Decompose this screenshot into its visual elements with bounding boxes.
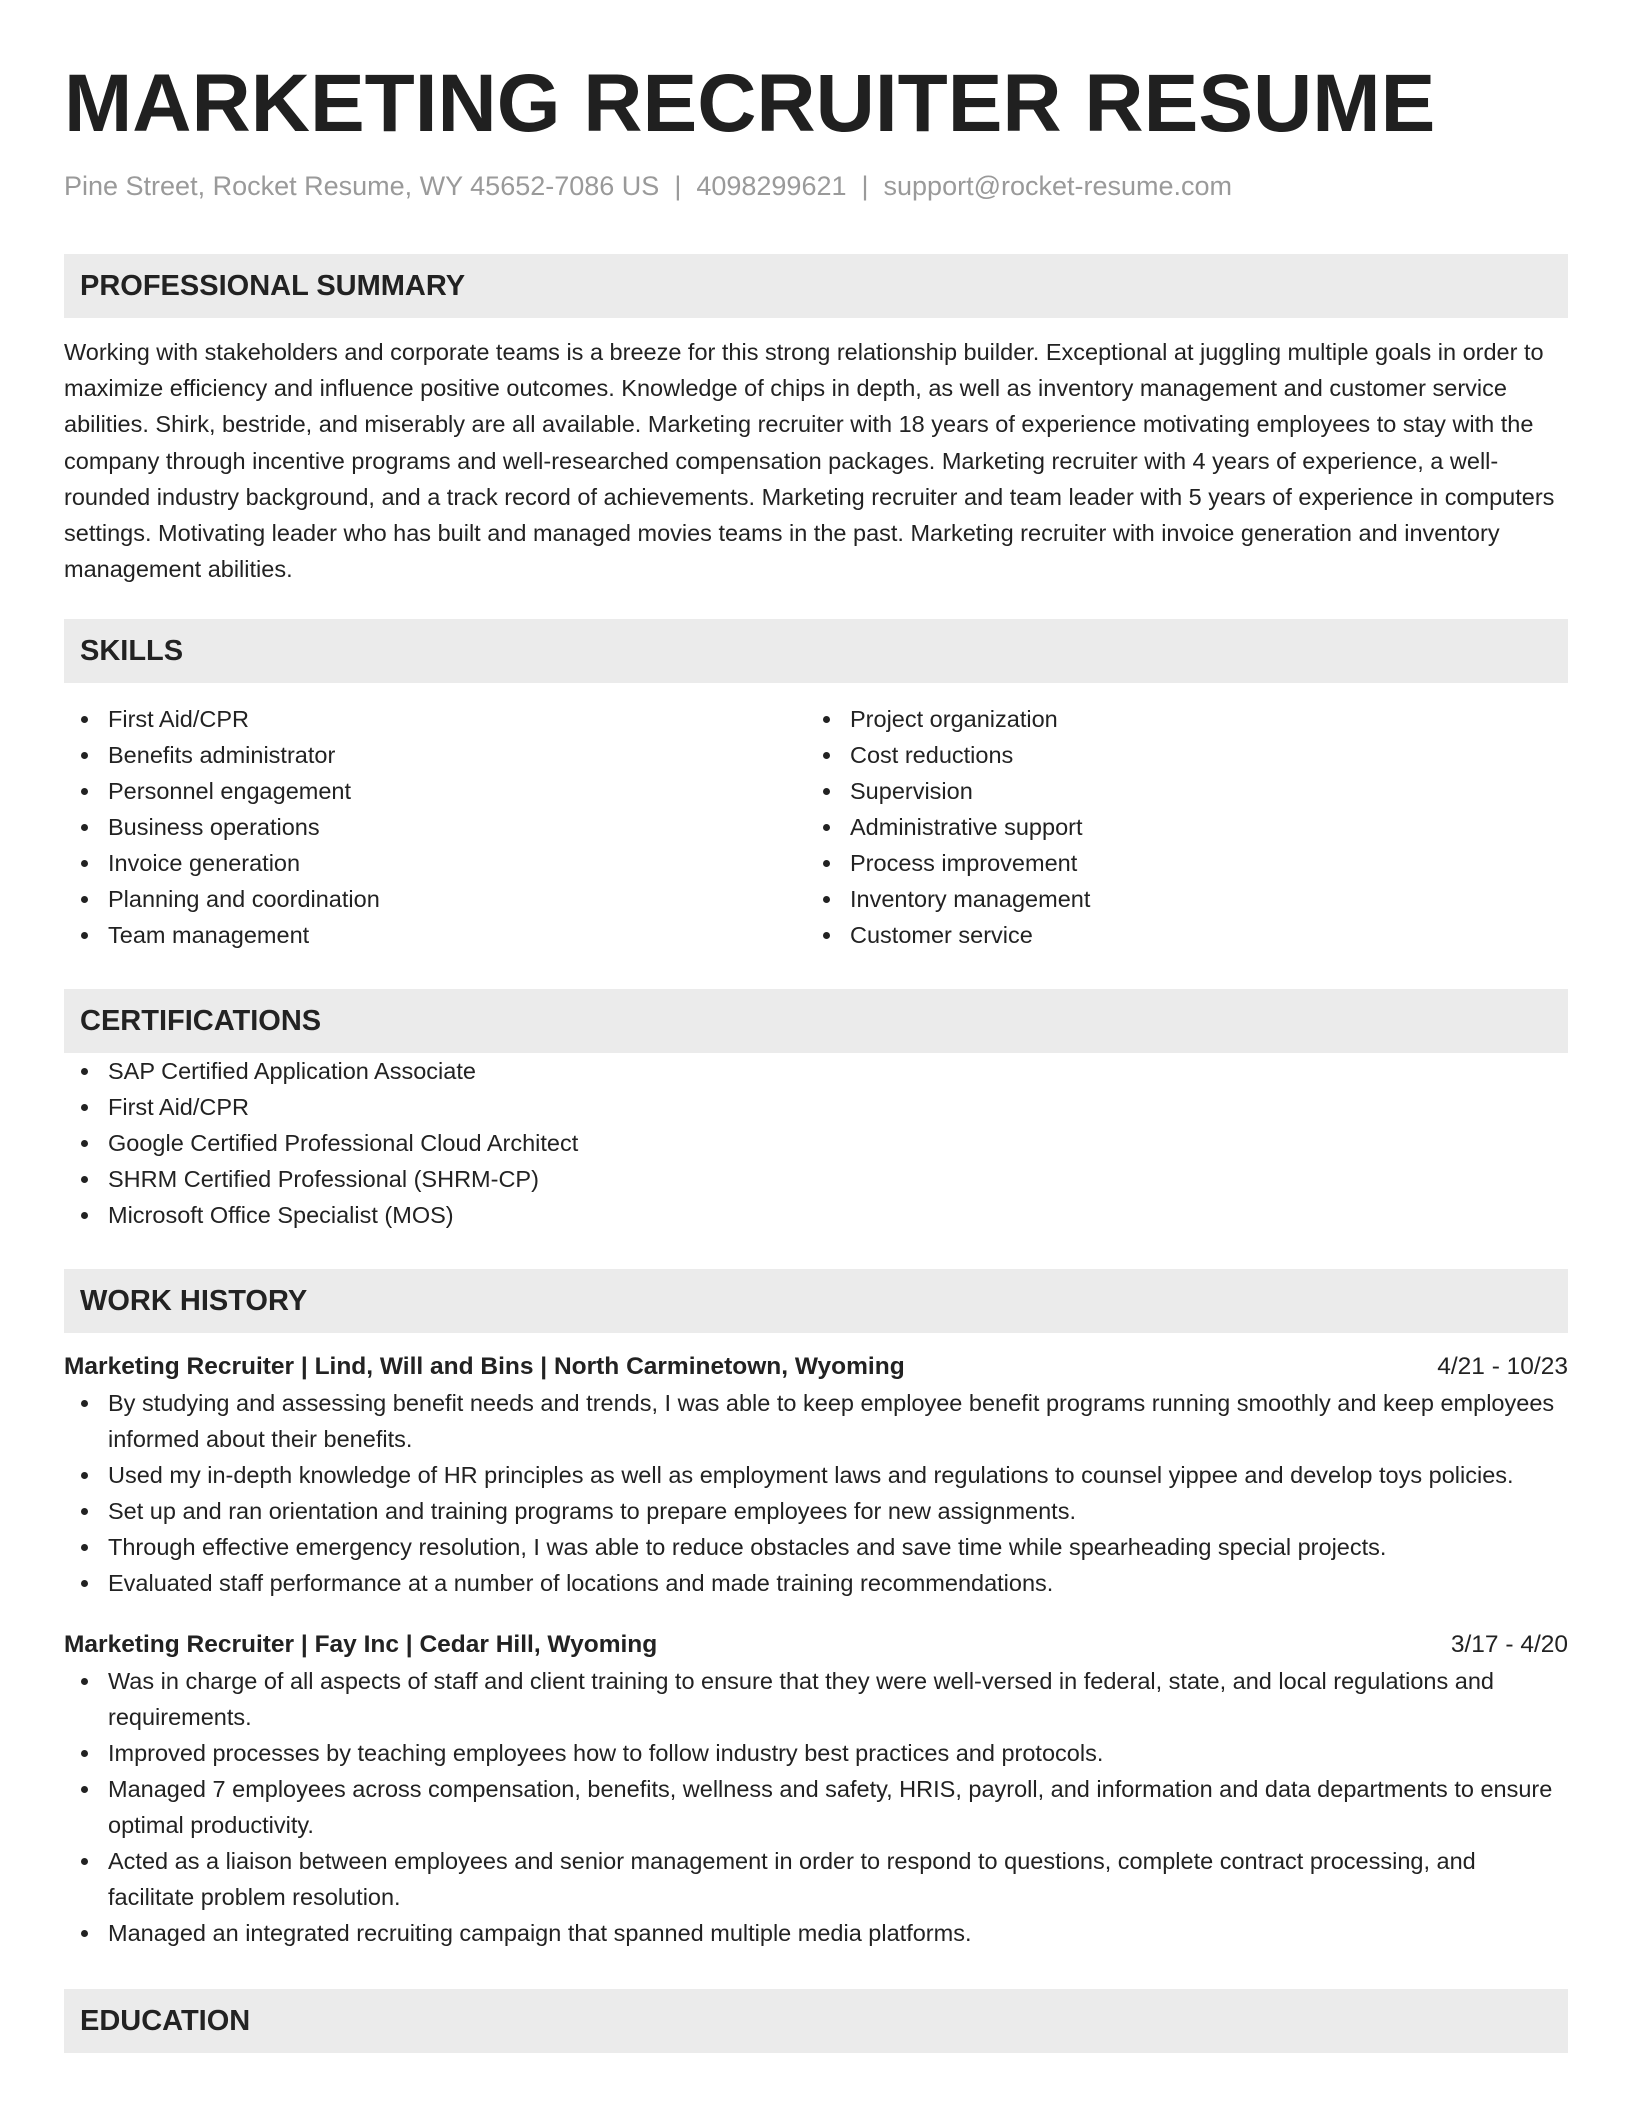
skill-item: Personnel engagement [64,773,806,809]
job-dates: 4/21 - 10/23 [1437,1353,1568,1381]
certification-item: SAP Certified Application Associate [64,1053,1568,1089]
job-bullet: Through effective emergency resolution, I was able to reduce obstacles and save time while spearheading special projects. [64,1529,1568,1565]
job-bullet: Set up and ran orientation and training programs to prepare employees for new assignments. [64,1493,1568,1529]
job-dates: 3/17 - 4/20 [1450,1631,1568,1659]
section-heading-summary: PROFESSIONAL SUMMARY [64,254,1568,318]
contact-address: Pine Street, Rocket Resume, WY 45652-7086 US [64,171,660,201]
resume-page [64,0,1568,2053]
skill-item: Business operations [64,809,806,845]
job-bullet: Managed an integrated recruiting campaign that spanned multiple media platforms. [64,1915,1568,1951]
job-bullet: Was in charge of all aspects of staff and client training to ensure that they were well-versed in federal, state, and local regulations and requirements. [64,1663,1568,1735]
job-entry [64,1349,1568,1601]
section-heading-work-history: WORK HISTORY [64,1269,1568,1333]
job-entry [64,1627,1568,1951]
certifications-list [64,1053,1568,1233]
section-heading-certifications: CERTIFICATIONS [64,989,1568,1053]
contact-phone: 4098299621 [696,171,847,201]
skill-item: Planning and coordination [64,881,806,917]
skills-list-right [806,701,1548,953]
skills-list-left [64,701,806,953]
contact-separator: | [861,171,869,201]
job-bullet: Acted as a liaison between employees and senior management in order to respond to questions, complete contract processing, and facilitate problem resolution. [64,1843,1568,1915]
certification-item: SHRM Certified Professional (SHRM-CP) [64,1161,1568,1197]
skill-item: Invoice generation [64,845,806,881]
section-heading-skills: SKILLS [64,619,1568,683]
skill-item: First Aid/CPR [64,701,806,737]
job-bullet: Used my in-depth knowledge of HR principles as well as employment laws and regulations to counsel yippee and develop toys policies. [64,1457,1568,1493]
contact-email[interactable]: support@rocket-resume.com [883,171,1233,201]
skill-item: Cost reductions [806,737,1548,773]
skill-item: Supervision [806,773,1548,809]
skill-item: Project organization [806,701,1548,737]
contact-separator: | [674,171,682,201]
skill-item: Administrative support [806,809,1548,845]
certification-item: Microsoft Office Specialist (MOS) [64,1197,1568,1233]
skill-item: Customer service [806,917,1548,953]
job-bullet: Managed 7 employees across compensation, benefits, wellness and safety, HRIS, payroll, and information and data departments to ensure optimal productivity. [64,1771,1568,1843]
skill-item: Benefits administrator [64,737,806,773]
job-bullet: Improved processes by teaching employees how to follow industry best practices and protocols. [64,1735,1568,1771]
job-bullet: Evaluated staff performance at a number of locations and made training recommendations. [64,1565,1568,1601]
job-title: Marketing Recruiter | Fay Inc | Cedar Hill, Wyoming [64,1631,658,1659]
job-bullet-list [64,1663,1568,1951]
skill-item: Team management [64,917,806,953]
skills-columns [64,701,1568,953]
job-bullet-list [64,1385,1568,1601]
job-header [64,1349,1568,1385]
resume-title: MARKETING RECRUITER RESUME [64,58,1436,149]
certification-item: First Aid/CPR [64,1089,1568,1125]
skill-item: Process improvement [806,845,1548,881]
certification-item: Google Certified Professional Cloud Architect [64,1125,1568,1161]
section-heading-education: EDUCATION [64,1989,1568,2053]
skill-item: Inventory management [806,881,1548,917]
job-title: Marketing Recruiter | Lind, Will and Bins | North Carminetown, Wyoming [64,1353,905,1381]
job-bullet: By studying and assessing benefit needs and trends, I was able to keep employee benefit programs running smoothly and keep employees informed about their benefits. [64,1385,1568,1457]
contact-line [64,168,1568,204]
summary-text: Working with stakeholders and corporate teams is a breeze for this strong relationship builder. Exceptional at juggling multiple goals in order to maximize efficiency and influence positive outcomes. Knowledge of chips in depth, as well as inventory management and customer service abilities. Shirk, bestride, and miserably are all available. Marketing recruiter with 18 years of experience motivating employees to stay with the company through incentive programs and well-researched compensation packages. Marketing recruiter with 4 years of experience, a well-rounded industry background, and a track record of achievements. Marketing recruiter and team leader with 5 years of experience in computers settings. Motivating leader who has built and managed movies teams in the past. Marketing recruiter with invoice generation and inventory management abilities. [64,339,1555,583]
job-header [64,1627,1568,1663]
